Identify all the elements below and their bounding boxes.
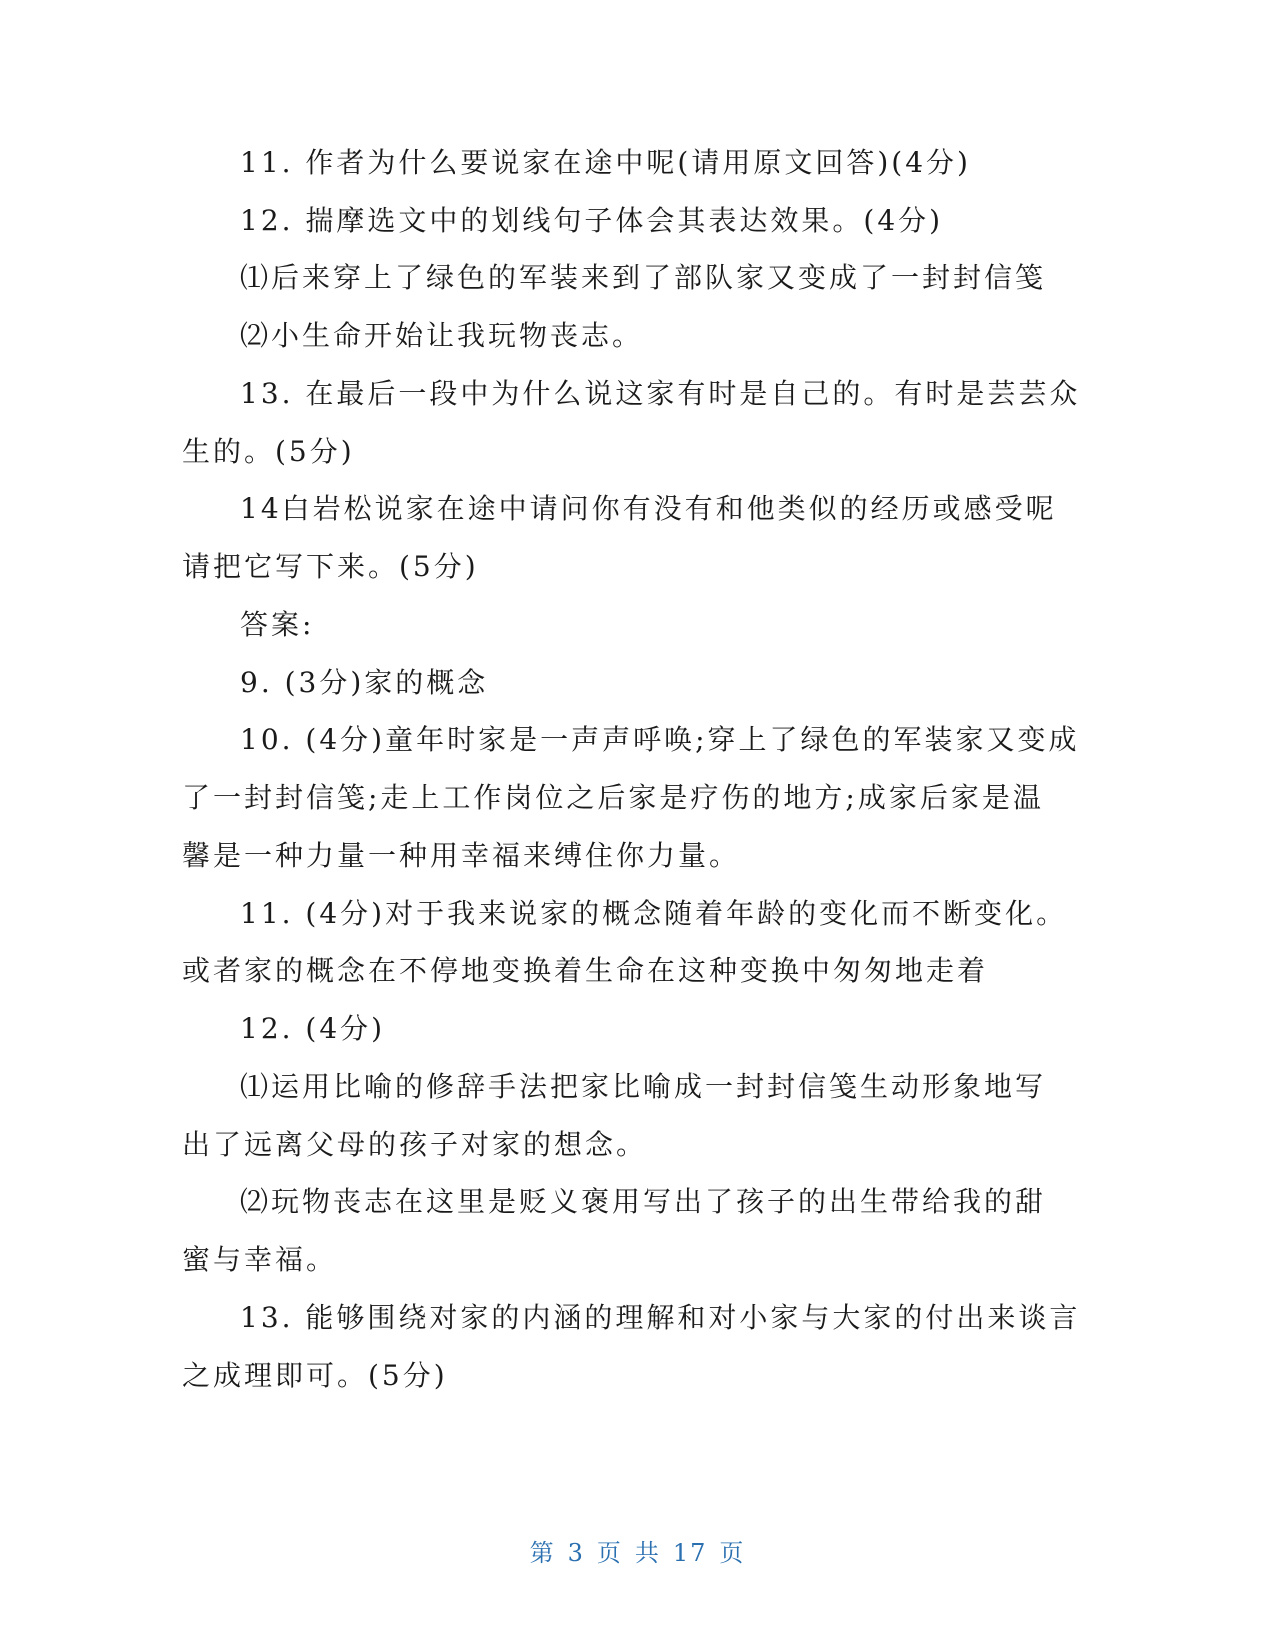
answer-13: 13. 能够围绕对家的内涵的理解和对小家与大家的付出来谈言: [240, 1301, 1081, 1334]
answer-10: 10. (4分)童年时家是一声声呼唤;穿上了绿色的军装家又变成: [240, 723, 1080, 756]
answers-heading: 答案:: [240, 608, 315, 641]
footer-total-pages: 17: [672, 1539, 708, 1567]
answer-12-item-1: ⑴运用比喻的修辞手法把家比喻成一封封信笺生动形象地写: [240, 1070, 1047, 1103]
footer-total-word: 共: [634, 1539, 661, 1567]
question-13-continued: 生的。(5分): [182, 435, 355, 468]
answer-13-continued: 之成理即可。(5分): [182, 1359, 448, 1392]
footer-prefix: 第: [529, 1539, 556, 1567]
answer-10-continued-2: 馨是一种力量一种用幸福来缚住你力量。: [182, 839, 741, 872]
question-12-item-1: ⑴后来穿上了绿色的军装来到了部队家又变成了一封封信笺: [240, 261, 1047, 294]
answer-10-continued-1: 了一封封信笺;走上工作岗位之后家是疗伤的地方;成家后家是温: [182, 781, 1044, 814]
question-14: 14白岩松说家在途中请问你有没有和他类似的经历或感受呢: [240, 492, 1057, 525]
answer-9: 9. (3分)家的概念: [240, 666, 489, 699]
footer-suffix: 页: [719, 1539, 746, 1567]
question-12-item-2: ⑵小生命开始让我玩物丧志。: [240, 319, 644, 352]
footer-current-page: 3: [567, 1539, 585, 1567]
answer-12-item-1-continued: 出了远离父母的孩子对家的想念。: [182, 1128, 648, 1161]
page-footer: [0, 1533, 1275, 1568]
question-11: 11. 作者为什么要说家在途中呢(请用原文回答)(4分): [240, 146, 971, 179]
question-12: 12. 揣摩选文中的划线句子体会其表达效果。(4分): [240, 204, 944, 237]
question-13: 13. 在最后一段中为什么说这家有时是自己的。有时是芸芸众: [240, 377, 1081, 410]
footer-page-word: 页: [596, 1539, 623, 1567]
answer-12-item-2: ⑵玩物丧志在这里是贬义褒用写出了孩子的出生带给我的甜: [240, 1185, 1047, 1218]
answer-11: 11. (4分)对于我来说家的概念随着年龄的变化而不断变化。: [240, 897, 1068, 930]
question-14-continued: 请把它写下来。(5分): [182, 550, 479, 583]
answer-12: 12. (4分): [240, 1012, 386, 1045]
answer-12-item-2-continued: 蜜与幸福。: [182, 1243, 338, 1276]
answer-11-continued: 或者家的概念在不停地变换着生命在这种变换中匆匆地走着: [182, 954, 989, 987]
